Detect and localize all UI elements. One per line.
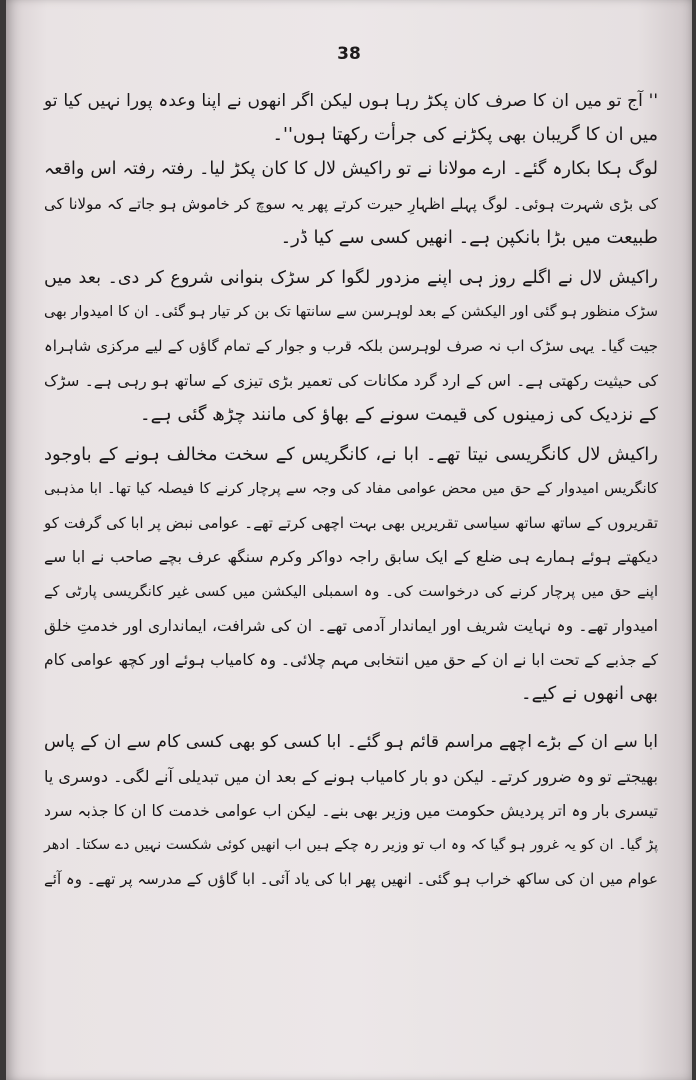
text-line: اپنے حق میں پرچار کرنے کی درخواست کی۔ وہ اسمبلی الیکشن میں کسی غیر کانگریسی پارٹی کے xyxy=(44,583,658,600)
text-line: کے جذبے کے تحت ابا نے ان کے حق میں انتخابی مہم چلائی۔ وہ کامیاب ہوئے اور کچھ عوامی کام xyxy=(44,651,658,669)
book-page xyxy=(6,0,692,1080)
text-line: امیدوار تھے۔ وہ نہایت شریف اور ایماندار آدمی تھے۔ ان کی شرافت، ایمانداری اور خدمتِ خلق xyxy=(44,616,658,635)
text-line: بھی انھوں نے کیے۔ xyxy=(521,683,658,705)
text-line: '' آج تو میں ان کا صرف کان پکڑ رہا ہوں لیکن اگر انھوں نے اپنا وعدہ پورا نہیں کیا تو xyxy=(44,91,658,111)
text-line: بھیجتے تو وہ ضرور کرتے۔ لیکن دو بار کامیاب ہونے کے بعد ان میں تبدیلی آنے لگی۔ دوسری یا xyxy=(44,766,658,786)
text-line: تقریروں کے ساتھ ساتھ سیاسی تقریریں بھی بہت اچھی کرتے تھے۔ عوامی نبض پر ابا کی گرفت کو xyxy=(44,514,658,533)
text-line: کی بڑی شہرت ہوئی۔ لوگ پہلے اظہارِ حیرت کرتے پھر یہ سوچ کر خاموش ہو جاتے کہ مولانا کی xyxy=(44,194,658,213)
text-line: راکیش لال کانگریسی نیتا تھے۔ ابا نے، کانگریس کے سخت مخالف ہونے کے باوجود xyxy=(44,443,658,465)
text-line: راکیش لال نے اگلے روز ہی اپنے مزدور لگوا کر سڑک بنوانی شروع کر دی۔ بعد میں xyxy=(44,267,658,288)
text-line: جیت گیا۔ یہی سڑک اب نہ صرف لوہرسن بلکہ قرب و جوار کے تمام گاؤں کے لیے مرکزی شاہراہ xyxy=(44,337,658,356)
text-line: دیکھتے ہوئے ہمارے ہی ضلع کے ایک سابق راجہ دواکر وکرم سنگھ عرف بچے صاحب نے ابا سے xyxy=(44,548,658,567)
text-line: پڑ گیا۔ ان کو یہ غرور ہو گیا کہ وہ اب تو وزیر رہ چکے ہیں اب انھیں کوئی شکست نہیں دے سکتا۔ ادھر xyxy=(44,836,658,853)
text-line: ابا سے ان کے بڑے اچھے مراسم قائم ہو گئے۔ ابا کسی کو بھی کسی کام سے ان کے پاس xyxy=(44,732,658,753)
text-line: کے نزدیک کی زمینوں کی قیمت سونے کے بھاؤ کی مانند چڑھ گئی ہے۔ xyxy=(140,403,658,425)
text-line: تیسری بار وہ اتر پردیش حکومت میں وزیر بھی بنے۔ لیکن اب عوامی خدمت کا ان کا جذبہ سرد xyxy=(44,801,658,820)
text-line: کانگریس امیدوار کے حق میں محض عوامی مفاد کی وجہ سے پرچار کرنے کا فیصلہ کیا تھا۔ ابا مذہبی xyxy=(44,481,658,498)
text-line: میں ان کا گریبان بھی پکڑنے کی جرأت رکھتا ہوں''۔ xyxy=(272,124,658,146)
text-line: طبیعت میں بڑا بانکپن ہے۔ انھیں کسی سے کیا ڈر۔ xyxy=(280,226,658,248)
text-line: لوگ ہکا بکارہ گئے۔ ارے مولانا نے تو راکیش لال کا کان پکڑ لیا۔ رفتہ رفتہ اس واقعہ xyxy=(44,159,658,180)
text-line: سڑک منظور ہو گئی اور الیکشن کے بعد لوہرسن سے سانتھا تک بن کر تیار ہو گئی۔ ان کا امیدوار بھی xyxy=(44,304,658,321)
text-line: عوام میں ان کی ساکھ خراب ہو گئی۔ انھیں پھر ابا کی یاد آئی۔ ابا گاؤں کے مدرسہ پر تھے۔ وہ آئے xyxy=(44,870,658,889)
page-body-text xyxy=(44,84,658,896)
text-line: کی حیثیت رکھتی ہے۔ اس کے ارد گرد مکانات کی تعمیر بڑی تیزی کے ساتھ ہو رہی ہے۔ سڑک xyxy=(44,371,658,390)
page-number: 38 xyxy=(337,44,361,64)
